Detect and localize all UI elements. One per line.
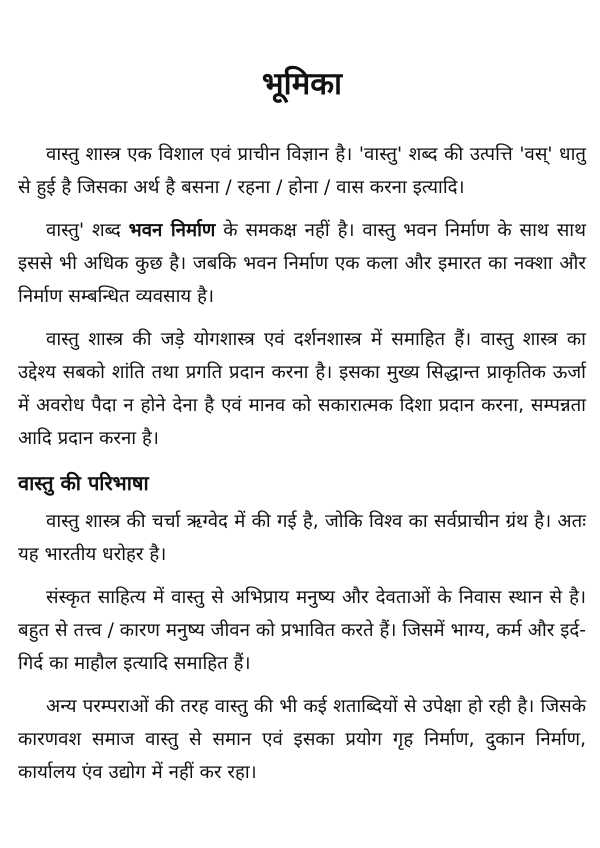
intro-paragraph-3: वास्तु शास्त्र की जड़े योगशास्त्र एवं दर्शनशास्त्र में समाहित हैं। वास्तु शास्त्र का उद्देश्य सबको शांति तथा प्रगति प्रदान करना है। इसका मुख्य सिद्धान्त प्राकृतिक ऊर्जा में अवरोध पैदा न होने देना है एवं मानव को सकारात्मक दिशा प्रदान करना, सम्पन्नता आदि प्रदान करना है। (18, 329, 586, 449)
intro-paragraph-1: वास्तु शास्त्र एक विशाल एवं प्राचीन विज्ञान है। 'वास्तु' शब्द की उत्पत्ति 'वस्' धातु से हुई है जिसका अर्थ है बसना / रहना / होना / वास करना इत्यादि। (18, 144, 586, 198)
section-paragraph-1: वास्तु शास्त्र की चर्चा ऋग्वेद में की गई है, जोकि विश्व का सर्वप्राचीन ग्रंथ है। अतः यह भारतीय धरोहर है। (18, 511, 586, 565)
section-paragraph-2: संस्कृत साहित्य में वास्तु से अभिप्राय मनुष्य और देवताओं के निवास स्थान से है। बहुत से तत्त्व / कारण मनुष्य जीवन को प्रभावित करते हैं। जिसमें भाग्य, कर्म और इर्द-गिर्द का माहौल इत्यादि समाहित हैं। (18, 587, 586, 674)
paragraph-2-text-start: वास्तु' शब्द (46, 220, 129, 241)
section-paragraph-3: अन्य परम्पराओं की तरह वास्तु की भी कई शताब्दियों से उपेक्षा हो रही है। जिसके कारणवश समाज वास्तु से समान एवं इसका प्रयोग गृह निर्माण, दुकान निर्माण, कार्यालय एंव उद्योग में नहीं कर रहा। (18, 696, 586, 783)
intro-paragraph-2 (18, 214, 586, 313)
section-heading: वास्तु की परिभाषा (18, 471, 149, 495)
paragraph-2-text-end: के समकक्ष नहीं है। वास्तु भवन निर्माण के साथ साथ इससे भी अधिक कुछ है। जबकि भवन निर्माण एक कला और इमारत का नक्शा और निर्माण सम्बन्धित व्यवसाय है। (18, 220, 586, 307)
page-title: भूमिका (261, 66, 343, 102)
document-page (18, 0, 586, 848)
paragraph-2-bold-term: भवन निर्माण (128, 220, 216, 241)
